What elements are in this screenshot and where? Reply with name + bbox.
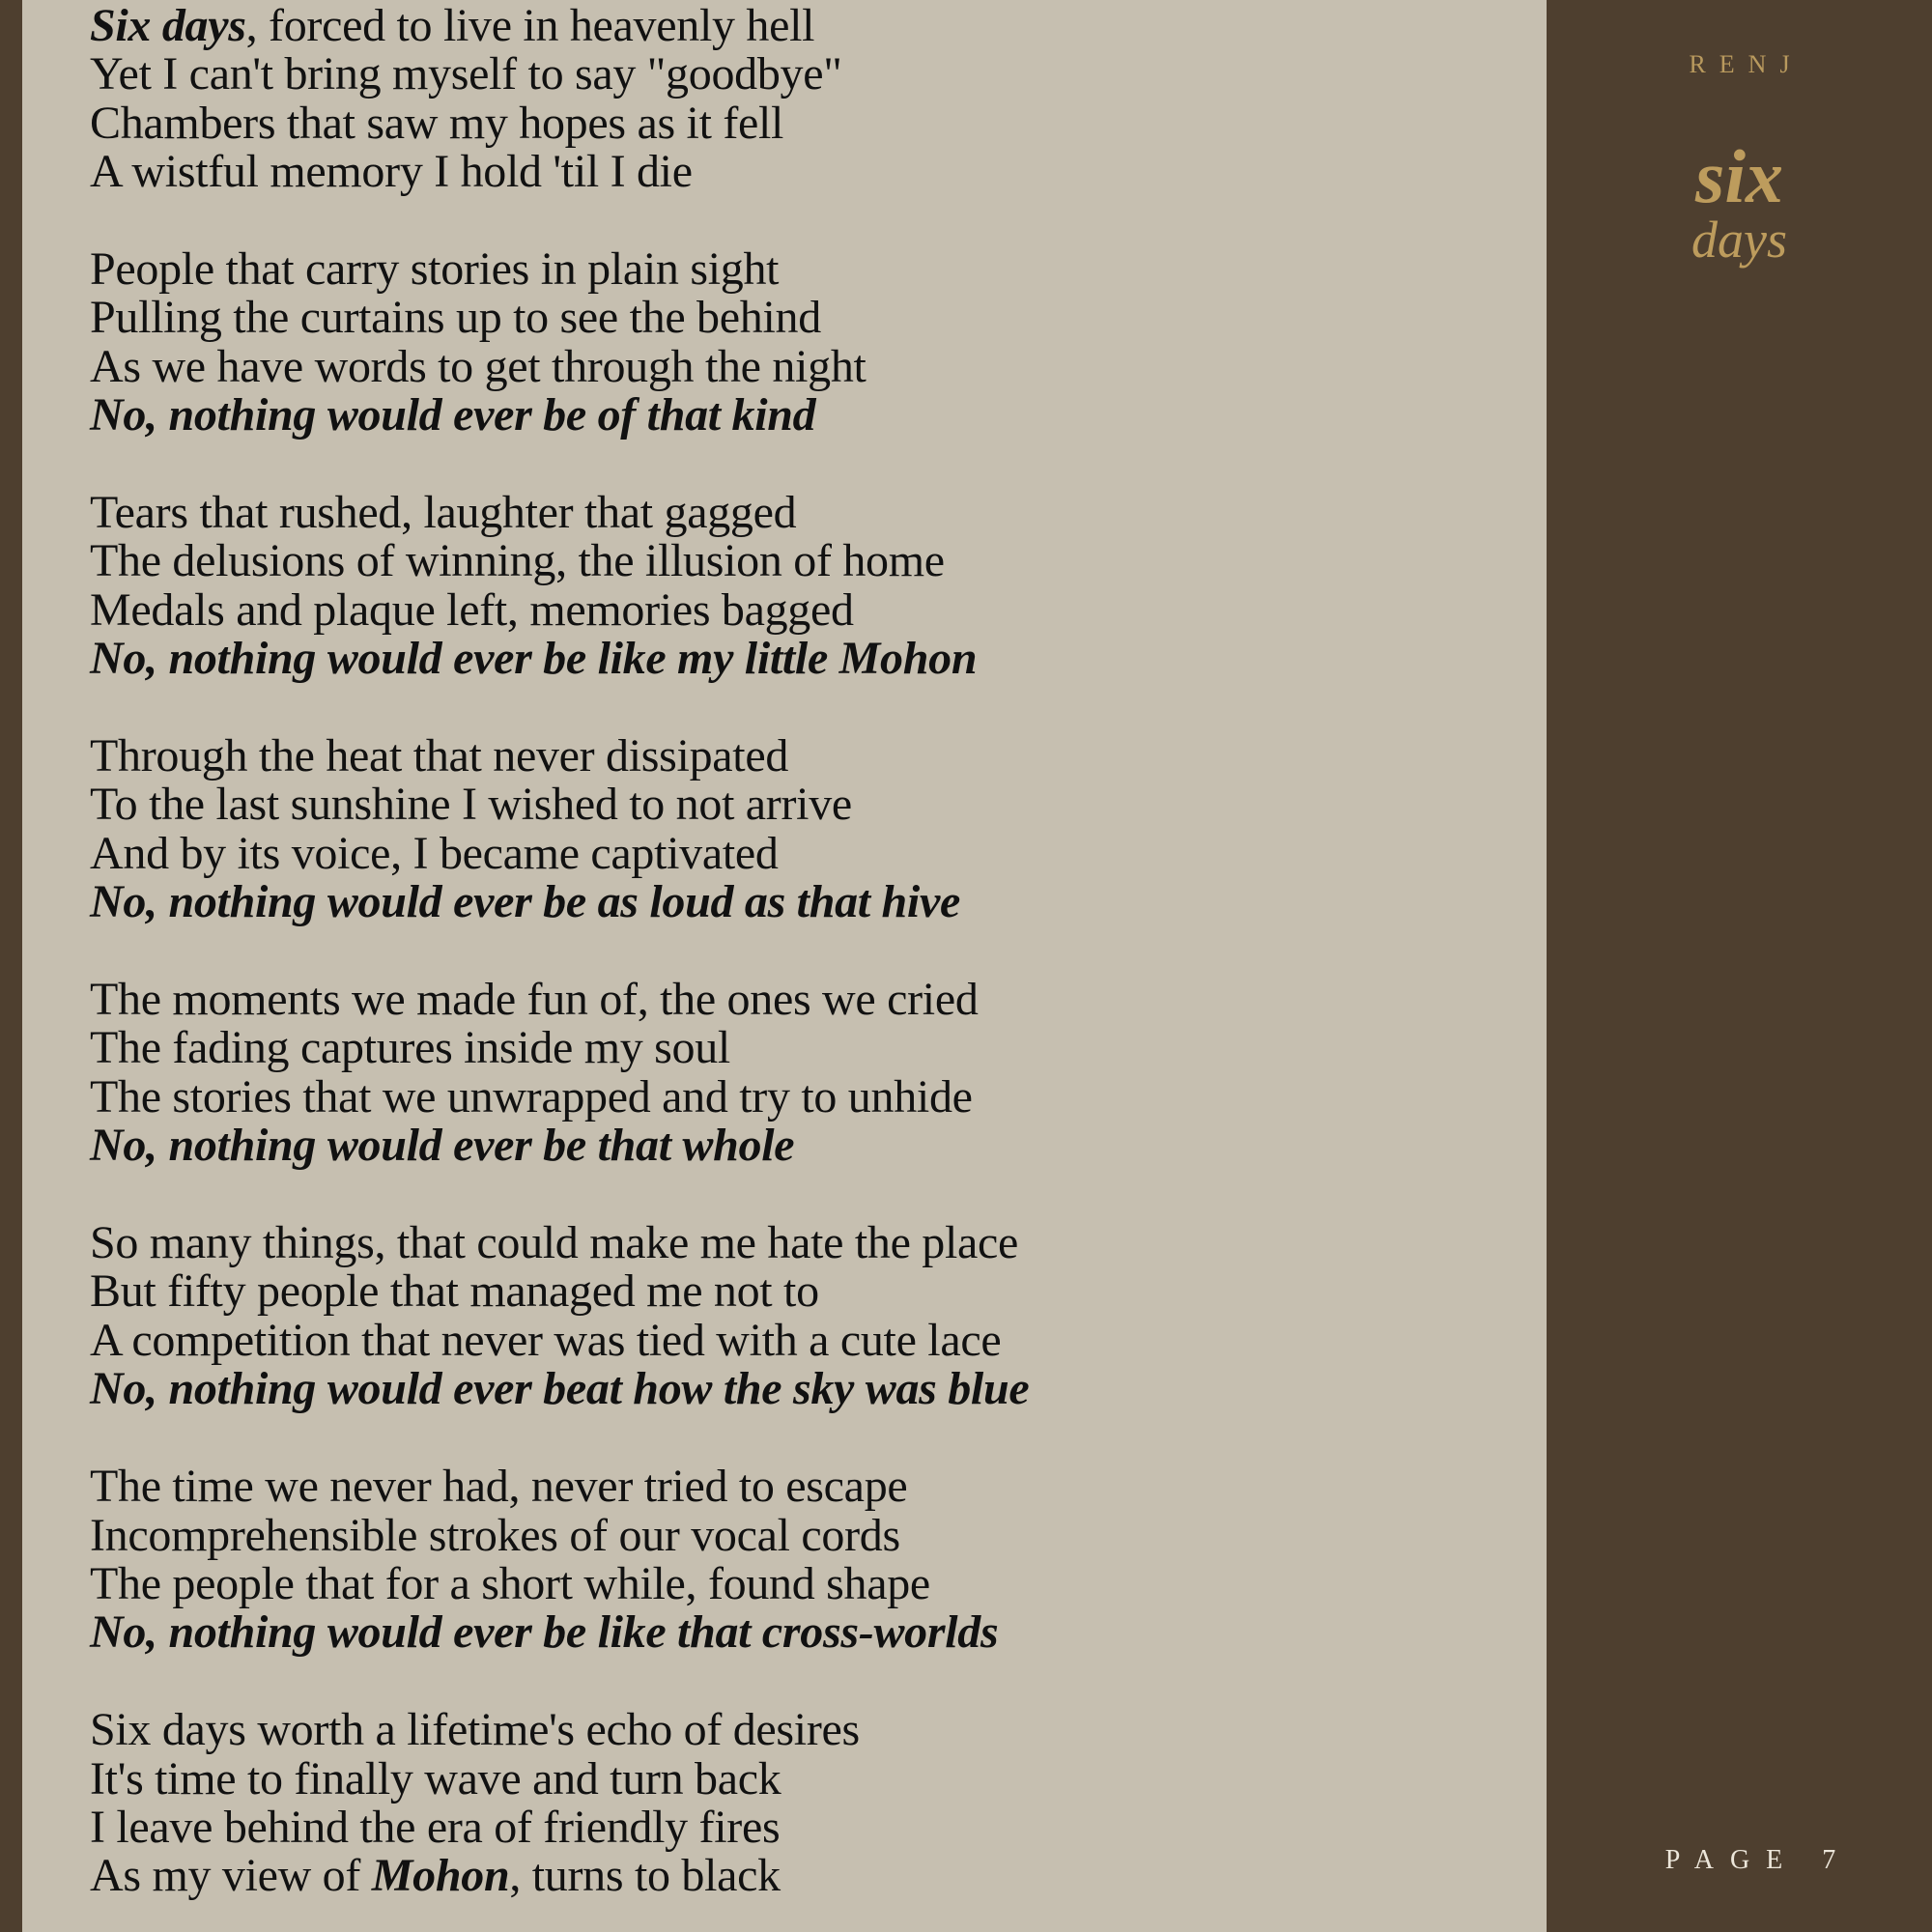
- poem-line: Chambers that saw my hopes as it fell: [90, 97, 784, 149]
- poem-line: Yet I can't bring myself to say "goodbye": [90, 48, 842, 100]
- poem-line: A wistful memory I hold 'til I die: [90, 146, 693, 198]
- poem-line: It's time to finally wave and turn back: [90, 1752, 781, 1804]
- author-name: RENJ: [1689, 50, 1804, 78]
- poem-refrain: No, nothing would ever be that whole: [90, 1120, 795, 1172]
- stanza-4: [90, 732, 1520, 927]
- poem-line: To the last sunshine I wished to not arrive: [90, 779, 852, 831]
- poem-line: Incomprehensible strokes of our vocal cords: [90, 1509, 900, 1561]
- stanza-1: [90, 2, 1520, 197]
- poem-place-name: Mohon: [371, 1850, 510, 1902]
- poem-line: The time we never had, never tried to escape: [90, 1461, 908, 1513]
- poem-line: As we have words to get through the night: [90, 340, 867, 392]
- poem-line: Medals and plaque left, memories bagged: [90, 583, 854, 636]
- stanza-6: [90, 1219, 1520, 1414]
- poem-page: [22, 0, 1547, 1932]
- poem-line: Tears that rushed, laughter that gagged: [90, 487, 797, 539]
- poem-line: People that carry stories in plain sight: [90, 243, 780, 296]
- poem-line: And by its voice, I became captivated: [90, 827, 779, 879]
- stanza-2: [90, 245, 1520, 440]
- poem-line: I leave behind the era of friendly fires: [90, 1801, 781, 1853]
- stanza-7: [90, 1463, 1520, 1658]
- poem-refrain: No, nothing would ever be as loud as that hive: [90, 876, 960, 928]
- poem-line-text: As my view of: [90, 1850, 372, 1902]
- stanza-5: [90, 976, 1520, 1171]
- poem-line: A competition that never was tied with a cute lace: [90, 1314, 1002, 1366]
- poem-refrain: No, nothing would ever be like my little Mohon: [90, 633, 978, 685]
- poem-line: The fading captures inside my soul: [90, 1022, 730, 1074]
- poem-line-text: , forced to live in heavenly hell: [245, 0, 815, 51]
- stanza-8: [90, 1706, 1520, 1901]
- poem-line: Through the heat that never dissipated: [90, 730, 789, 782]
- poem-title-line1: six: [1694, 134, 1784, 218]
- poem-line: [90, 2, 1520, 50]
- poem-line: But fifty people that managed me not to: [90, 1265, 819, 1318]
- poem-line: The moments we made fun of, the ones we cried: [90, 974, 979, 1026]
- poem-title-line2: days: [1691, 211, 1787, 269]
- poem-line: The delusions of winning, the illusion of home: [90, 535, 945, 587]
- poem-line: Six days worth a lifetime's echo of desires: [90, 1704, 860, 1756]
- poem-body: [90, 2, 1520, 1901]
- poem-line: Pulling the curtains up to see the behind: [90, 292, 821, 344]
- poem-line-text: , turns to black: [509, 1850, 781, 1902]
- poem-refrain: No, nothing would ever beat how the sky was blue: [90, 1363, 1030, 1415]
- poem-refrain: No, nothing would ever be like that cross-worlds: [90, 1606, 999, 1659]
- poem-line: [90, 1852, 1520, 1900]
- poem-line: So many things, that could make me hate the place: [90, 1217, 1019, 1269]
- stanza-3: [90, 489, 1520, 684]
- poem-line: The people that for a short while, found shape: [90, 1557, 930, 1609]
- poem-refrain: No, nothing would ever be of that kind: [90, 389, 816, 441]
- poem-line: The stories that we unwrapped and try to unhide: [90, 1070, 973, 1122]
- sidebar: [1547, 0, 1932, 1932]
- page-number: PAGE 7: [1664, 1845, 1853, 1875]
- poem-title-phrase: Six days: [90, 0, 246, 51]
